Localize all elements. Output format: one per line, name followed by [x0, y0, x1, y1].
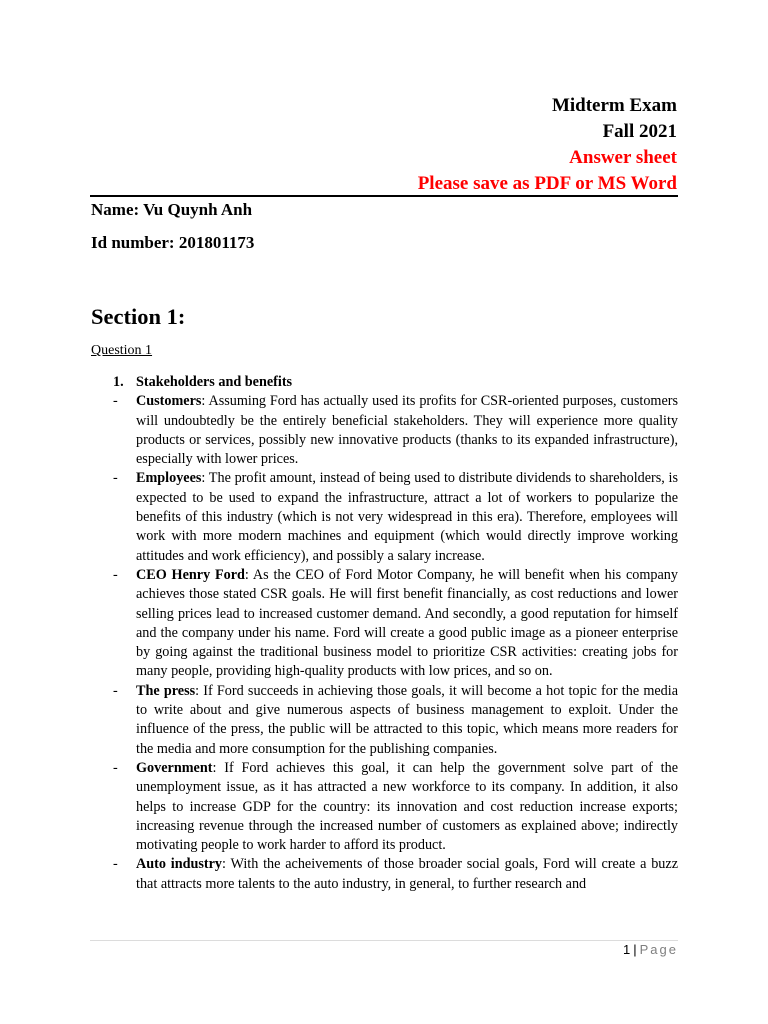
- header-divider: [90, 195, 678, 197]
- list-heading: Stakeholders and benefits: [136, 374, 293, 390]
- page-footer: [623, 942, 678, 957]
- numbered-heading: [91, 373, 678, 392]
- list-item: [91, 392, 678, 469]
- bullet-dash: -: [113, 393, 118, 410]
- bullet-dash: -: [113, 759, 118, 776]
- bullet-dash: -: [113, 566, 118, 583]
- page-label: Page: [639, 942, 678, 957]
- item-term: Employees: [136, 470, 202, 487]
- list-item: [91, 682, 678, 759]
- bullet-dash: -: [113, 470, 118, 487]
- list-item: [91, 566, 678, 682]
- exam-header: [418, 93, 677, 197]
- section-title: Section 1:: [91, 304, 186, 329]
- exam-term: Fall 2021: [602, 121, 677, 142]
- answer-body: [91, 373, 678, 894]
- footer-separator: |: [633, 942, 637, 957]
- item-text: : Assuming Ford has actually used its profits for CSR-oriented purposes, customers will undoubtedly be the entirely beneficial stakeholders. They will experience more quality products or services, possibly new innovative products (thanks to its expanded infrastructure), especially with lower prices.: [136, 393, 678, 468]
- item-text: : The profit amount, instead of being used to distribute dividends to shareholders, is expected to be used to expand the infrastructure, attract a lot of workers to popularize the benefits of this industry (which is not very widespread in this era). Therefore, employees will work with more modern machines and equipment (which would directly improve working attitudes and work efficiency), and possibly a salary increase.: [136, 470, 678, 564]
- bullet-dash: -: [113, 856, 118, 873]
- item-term: Government: [136, 759, 213, 776]
- list-item: [91, 759, 678, 855]
- list-item: [91, 855, 678, 894]
- bullet-dash: -: [113, 682, 118, 699]
- student-id: Id number: 201801173: [91, 233, 255, 252]
- list-item: [91, 469, 678, 565]
- answer-sheet-label: Answer sheet: [569, 147, 677, 168]
- item-text: : If Ford succeeds in achieving those goals, it will become a hot topic for the media to write about and give numerous aspects of business management to exploit. Under the influence of the press, the public will be attracted to this topic, which means more readers for the media and more consumption for the publishing companies.: [136, 682, 678, 757]
- student-name: Name: Vu Quynh Anh: [91, 200, 253, 219]
- list-number: 1.: [113, 374, 124, 390]
- item-term: Auto industry: [136, 856, 223, 873]
- item-text: : If Ford achieves this goal, it can help the government solve part of the unemployment issue, as it has attracted a new workforce to its company. In addition, it also helps to increase GDP for the country: its innovation and cost reduction increase exports; increasing revenue through the increased number of customers as explained above; indirectly motivating people to work harder to afford its product.: [136, 759, 678, 854]
- save-instruction: Please save as PDF or MS Word: [417, 173, 677, 194]
- item-term: Customers: [136, 393, 202, 410]
- item-text: : As the CEO of Ford Motor Company, he will benefit when his company achieves those stated CSR goals. He will first benefit financially, as cost reductions and lower selling prices lead to increased customer demand. And secondly, a good reputation for himself and the company under his name. Ford will create a good public image as a pioneer enterprise by going against the traditional business model to prioritize CSR activities: creating jobs for many people, providing high-quality products with low prices, and so on.: [136, 566, 678, 680]
- footer-divider: [90, 940, 678, 941]
- page-number: 1: [623, 942, 631, 957]
- question-label: Question 1: [91, 343, 153, 358]
- item-term: CEO Henry Ford: [136, 566, 245, 583]
- exam-title: Midterm Exam: [551, 95, 677, 116]
- item-term: The press: [136, 682, 196, 699]
- item-text: : With the acheivements of those broader social goals, Ford will create a buzz that attracts more talents to the auto industry, in general, to further research and: [136, 856, 678, 892]
